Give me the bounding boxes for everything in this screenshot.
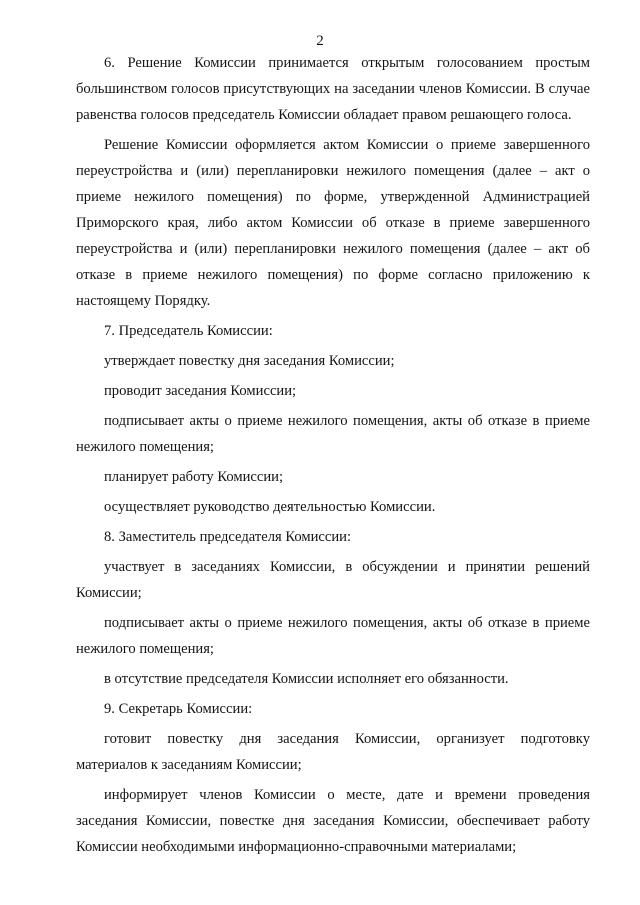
- paragraph-deputy-replaces: в отсутствие председателя Комиссии исполняет его обязанности.: [104, 671, 509, 687]
- paragraph-deputy-participates: участвует в заседаниях Комиссии, в обсуждении и принятии решений Комиссии;: [76, 559, 590, 601]
- paragraph-chairman-signs-acts: подписывает акты о приеме нежилого помещения, акты об отказе в приеме нежилого помещения;: [76, 413, 590, 455]
- paragraph-secretary-agenda: готовит повестку дня заседания Комиссии, организует подготовку материалов к заседаниям Комиссии;: [76, 731, 590, 773]
- paragraph-chairman-agenda: утверждает повестку дня заседания Комиссии;: [104, 353, 395, 369]
- paragraph-secretary-informs: информирует членов Комиссии о месте, дате и времени проведения заседания Комиссии, повестке дня заседания Комиссии, обеспечивает работу Комиссии необходимыми информационно-справочными материалами;: [76, 787, 590, 855]
- paragraph-chairman-plans: планирует работу Комиссии;: [104, 469, 284, 485]
- paragraph-7-chairman-heading: 7. Председатель Комиссии:: [104, 323, 273, 339]
- page-number: 2: [316, 33, 324, 49]
- paragraph-deputy-signs-acts: подписывает акты о приеме нежилого помещения, акты об отказе в приеме нежилого помещения;: [76, 615, 590, 657]
- paragraph-8-deputy-heading: 8. Заместитель председателя Комиссии:: [104, 529, 352, 545]
- paragraph-chairman-meetings: проводит заседания Комиссии;: [104, 383, 297, 399]
- paragraph-6-decision-voting: 6. Решение Комиссии принимается открытым голосованием простым большинством голосов присутствующих на заседании членов Комиссии. В случае равенства голосов председатель Комиссии обладает правом решающего голоса.: [76, 55, 590, 123]
- paragraph-chairman-leads: осуществляет руководство деятельностью Комиссии.: [104, 499, 436, 515]
- paragraph-9-secretary-heading: 9. Секретарь Комиссии:: [104, 701, 253, 717]
- document-body: [76, 50, 590, 860]
- paragraph-decision-act: Решение Комиссии оформляется актом Комиссии о приеме завершенного переустройства и (или) перепланировки нежилого помещения (далее – акт о приеме нежилого помещения) по форме, утвержденной Администрацией Приморского края, либо актом Комиссии об отказе в приеме завершенного переустройства и (или) перепланировки нежилого помещения (далее – акт об отказе в приеме нежилого помещения) по форме согласно приложению к настоящему Порядку.: [76, 137, 590, 309]
